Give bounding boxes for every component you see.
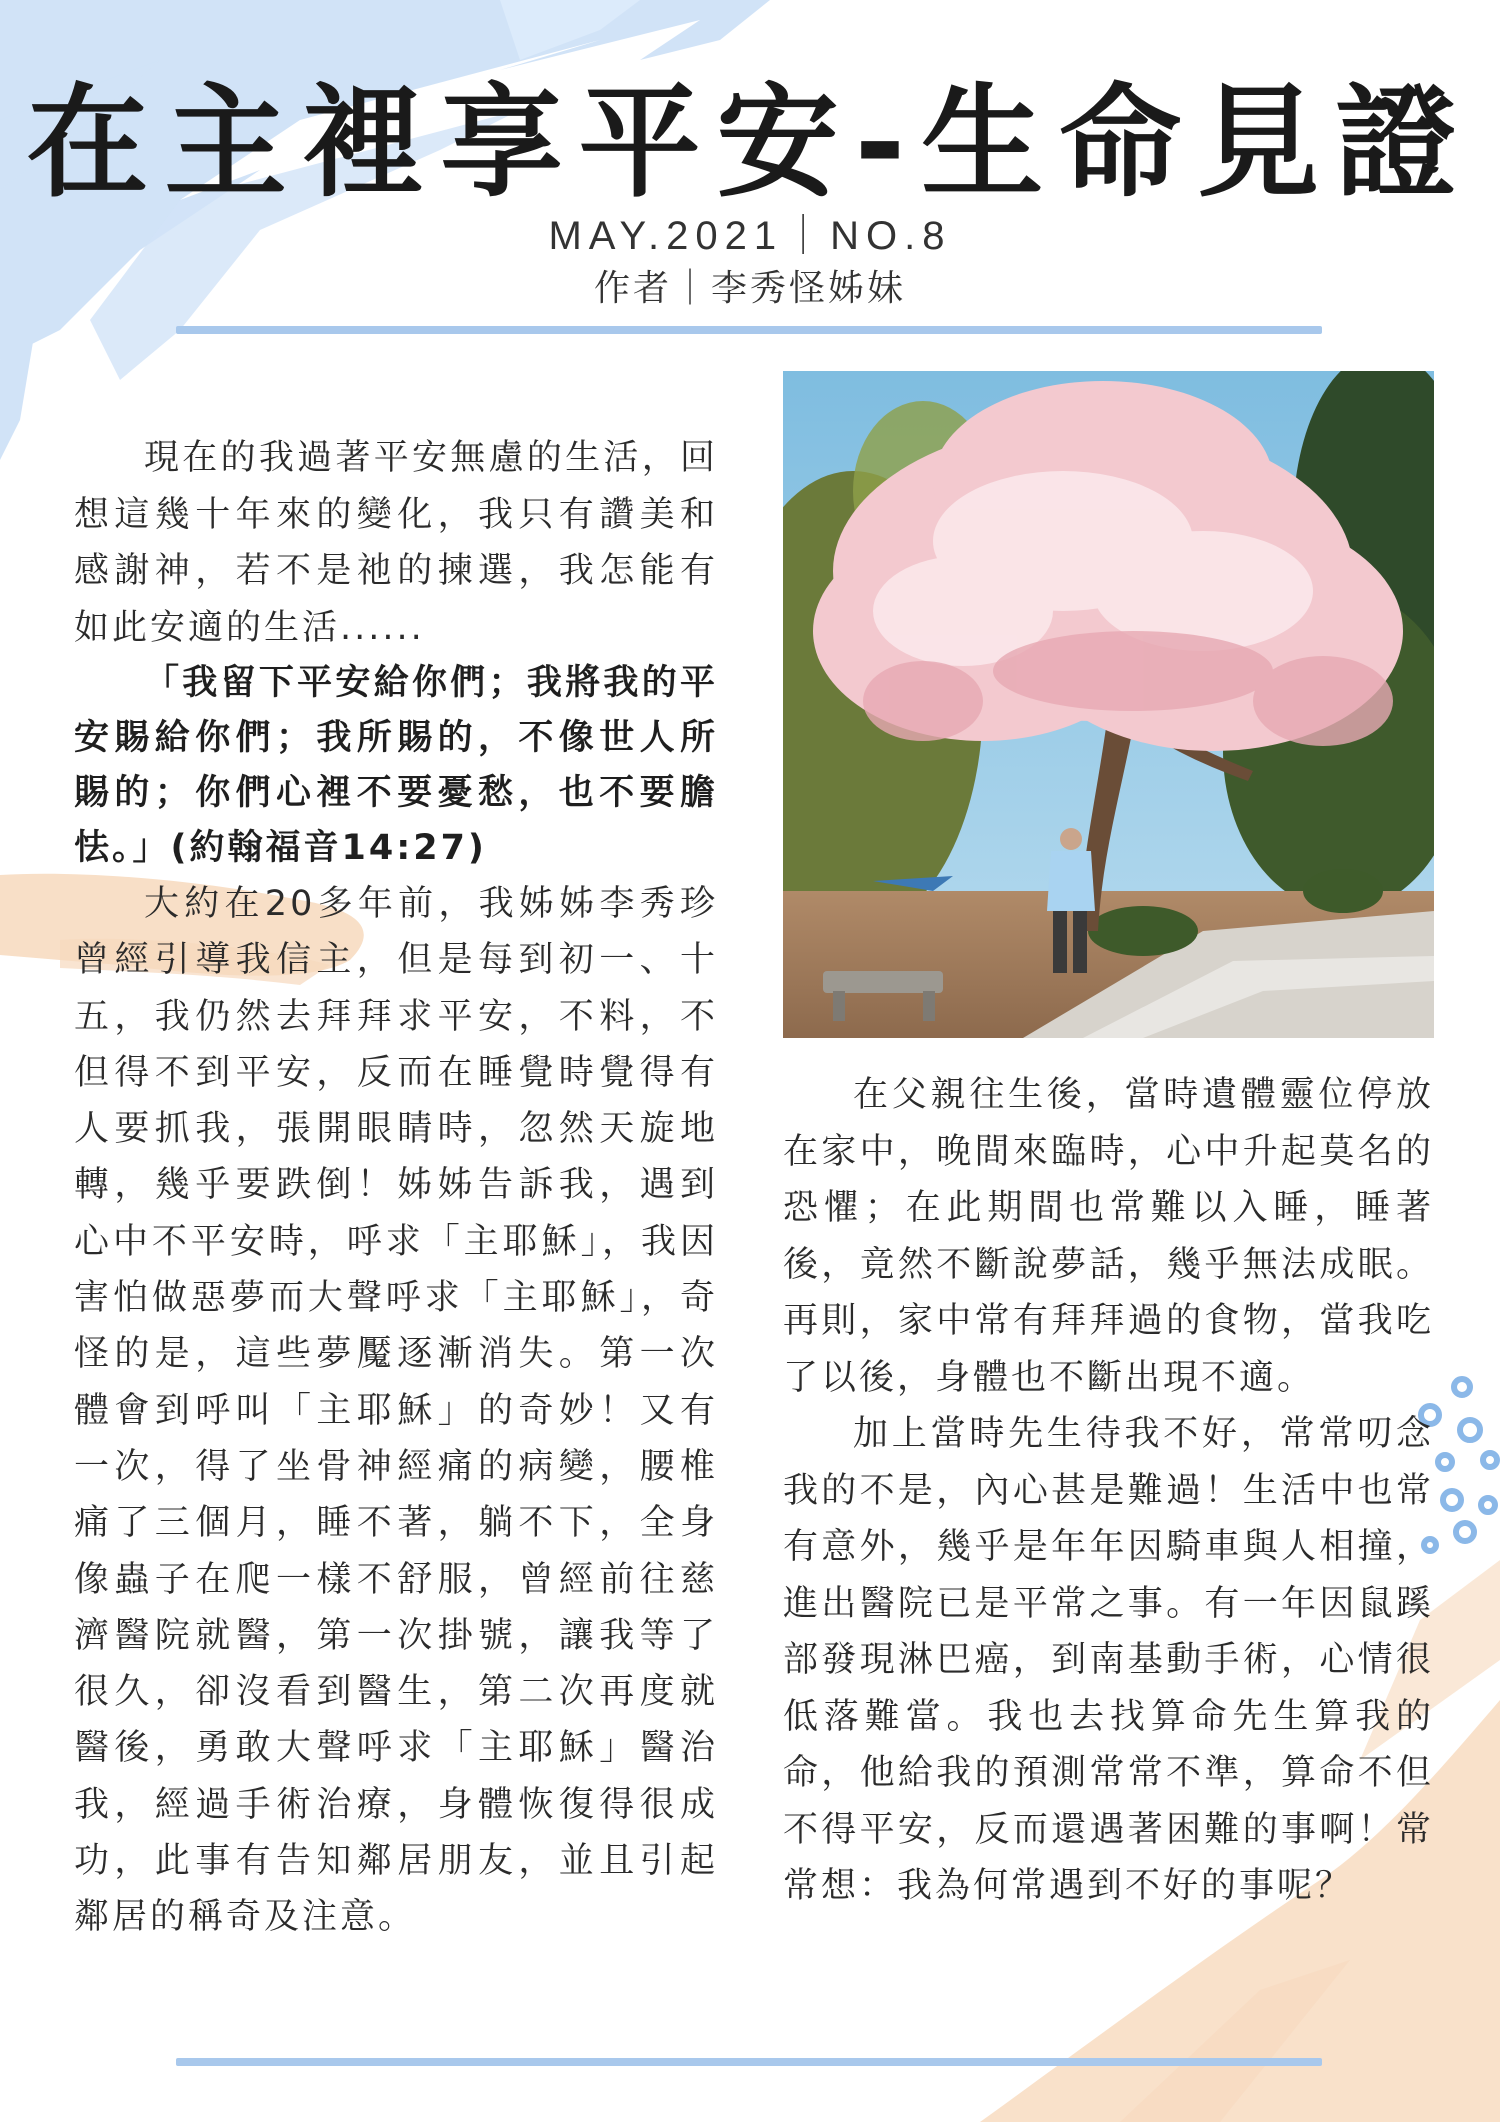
- scripture-quote: [74, 656, 718, 876]
- bottom-divider: [176, 2058, 1322, 2066]
- page-title: 在主裡享平安-生命見證: [26, 72, 1474, 214]
- blossom-tree-photo: [783, 371, 1434, 1038]
- scripture-reference: (約翰福音14:27): [170, 828, 487, 868]
- author-line: 作者｜李秀怪姊妹: [593, 268, 906, 309]
- story-paragraph: 大約在20多年前，我姊姊李秀珍曾經引導我信主，但是每到初一、十五，我仍然去拜拜求平安，不料，不但得不到平安，反而在睡覺時覺得有人要抓我，張開眼睛時，忽然天旋地轉，幾乎要跌倒！姊姊告訴我，遇到心中不平安時，呼求「主耶穌」，我因害怕做惡夢而大聲呼求「主耶穌」，奇怪的是，這些夢魘逐漸消失。第一次體會到呼叫「主耶穌」的奇妙！又有一次，得了坐骨神經痛的病變，腰椎痛了三個月，睡不著，躺不下，全身像蟲子在爬一樣不舒服，曾經前往慈濟醫院就醫，第一次掛號，讓我等了很久，卻沒看到醫生，第二次再度就醫後，勇敢大聲呼求「主耶穌」醫治我，經過手術治療，身體恢復得很成功，此事有告知鄰居朋友，並且引起鄰居的稱奇及注意。: [74, 884, 718, 1938]
- left-column: [74, 430, 718, 1946]
- scripture-text: 「我留下平安給你們；我將我的平安賜給你們；我所賜的，不像世人所賜的；你們心裡不要憂愁，也不要膽怯。」: [74, 663, 718, 868]
- top-divider: [176, 326, 1322, 334]
- issue-info: MAY.2021｜NO.8: [548, 214, 952, 258]
- intro-paragraph: 現在的我過著平安無慮的生活，回想這幾十年來的變化，我只有讚美和感謝神，若不是祂的揀選，我怎能有如此安適的生活......: [74, 438, 718, 648]
- photo-illustration: [783, 371, 1434, 1038]
- right-paragraph-2: 加上當時先生待我不好，常常叨念我的不是，內心甚是難過！生活中也常有意外，幾乎是年年因騎車與人相撞，進出醫院已是平常之事。有一年因鼠蹊部發現淋巴癌，到南基動手術，心情很低落難當。我也去找算命先生算我的命，他給我的預測常常不準，算命不但不得平安，反而還遇著困難的事啊！常常想：我為何常遇到不好的事呢？: [783, 1414, 1434, 1906]
- right-paragraph-1: 在父親往生後，當時遺體靈位停放在家中，晚間來臨時，心中升起莫名的恐懼；在此期間也常難以入睡，睡著後，竟然不斷說夢話，幾乎無法成眠。再則，家中常有拜拜過的食物，當我吃了以後，身體也不斷出現不適。: [783, 1075, 1434, 1398]
- right-column: [783, 1067, 1434, 1915]
